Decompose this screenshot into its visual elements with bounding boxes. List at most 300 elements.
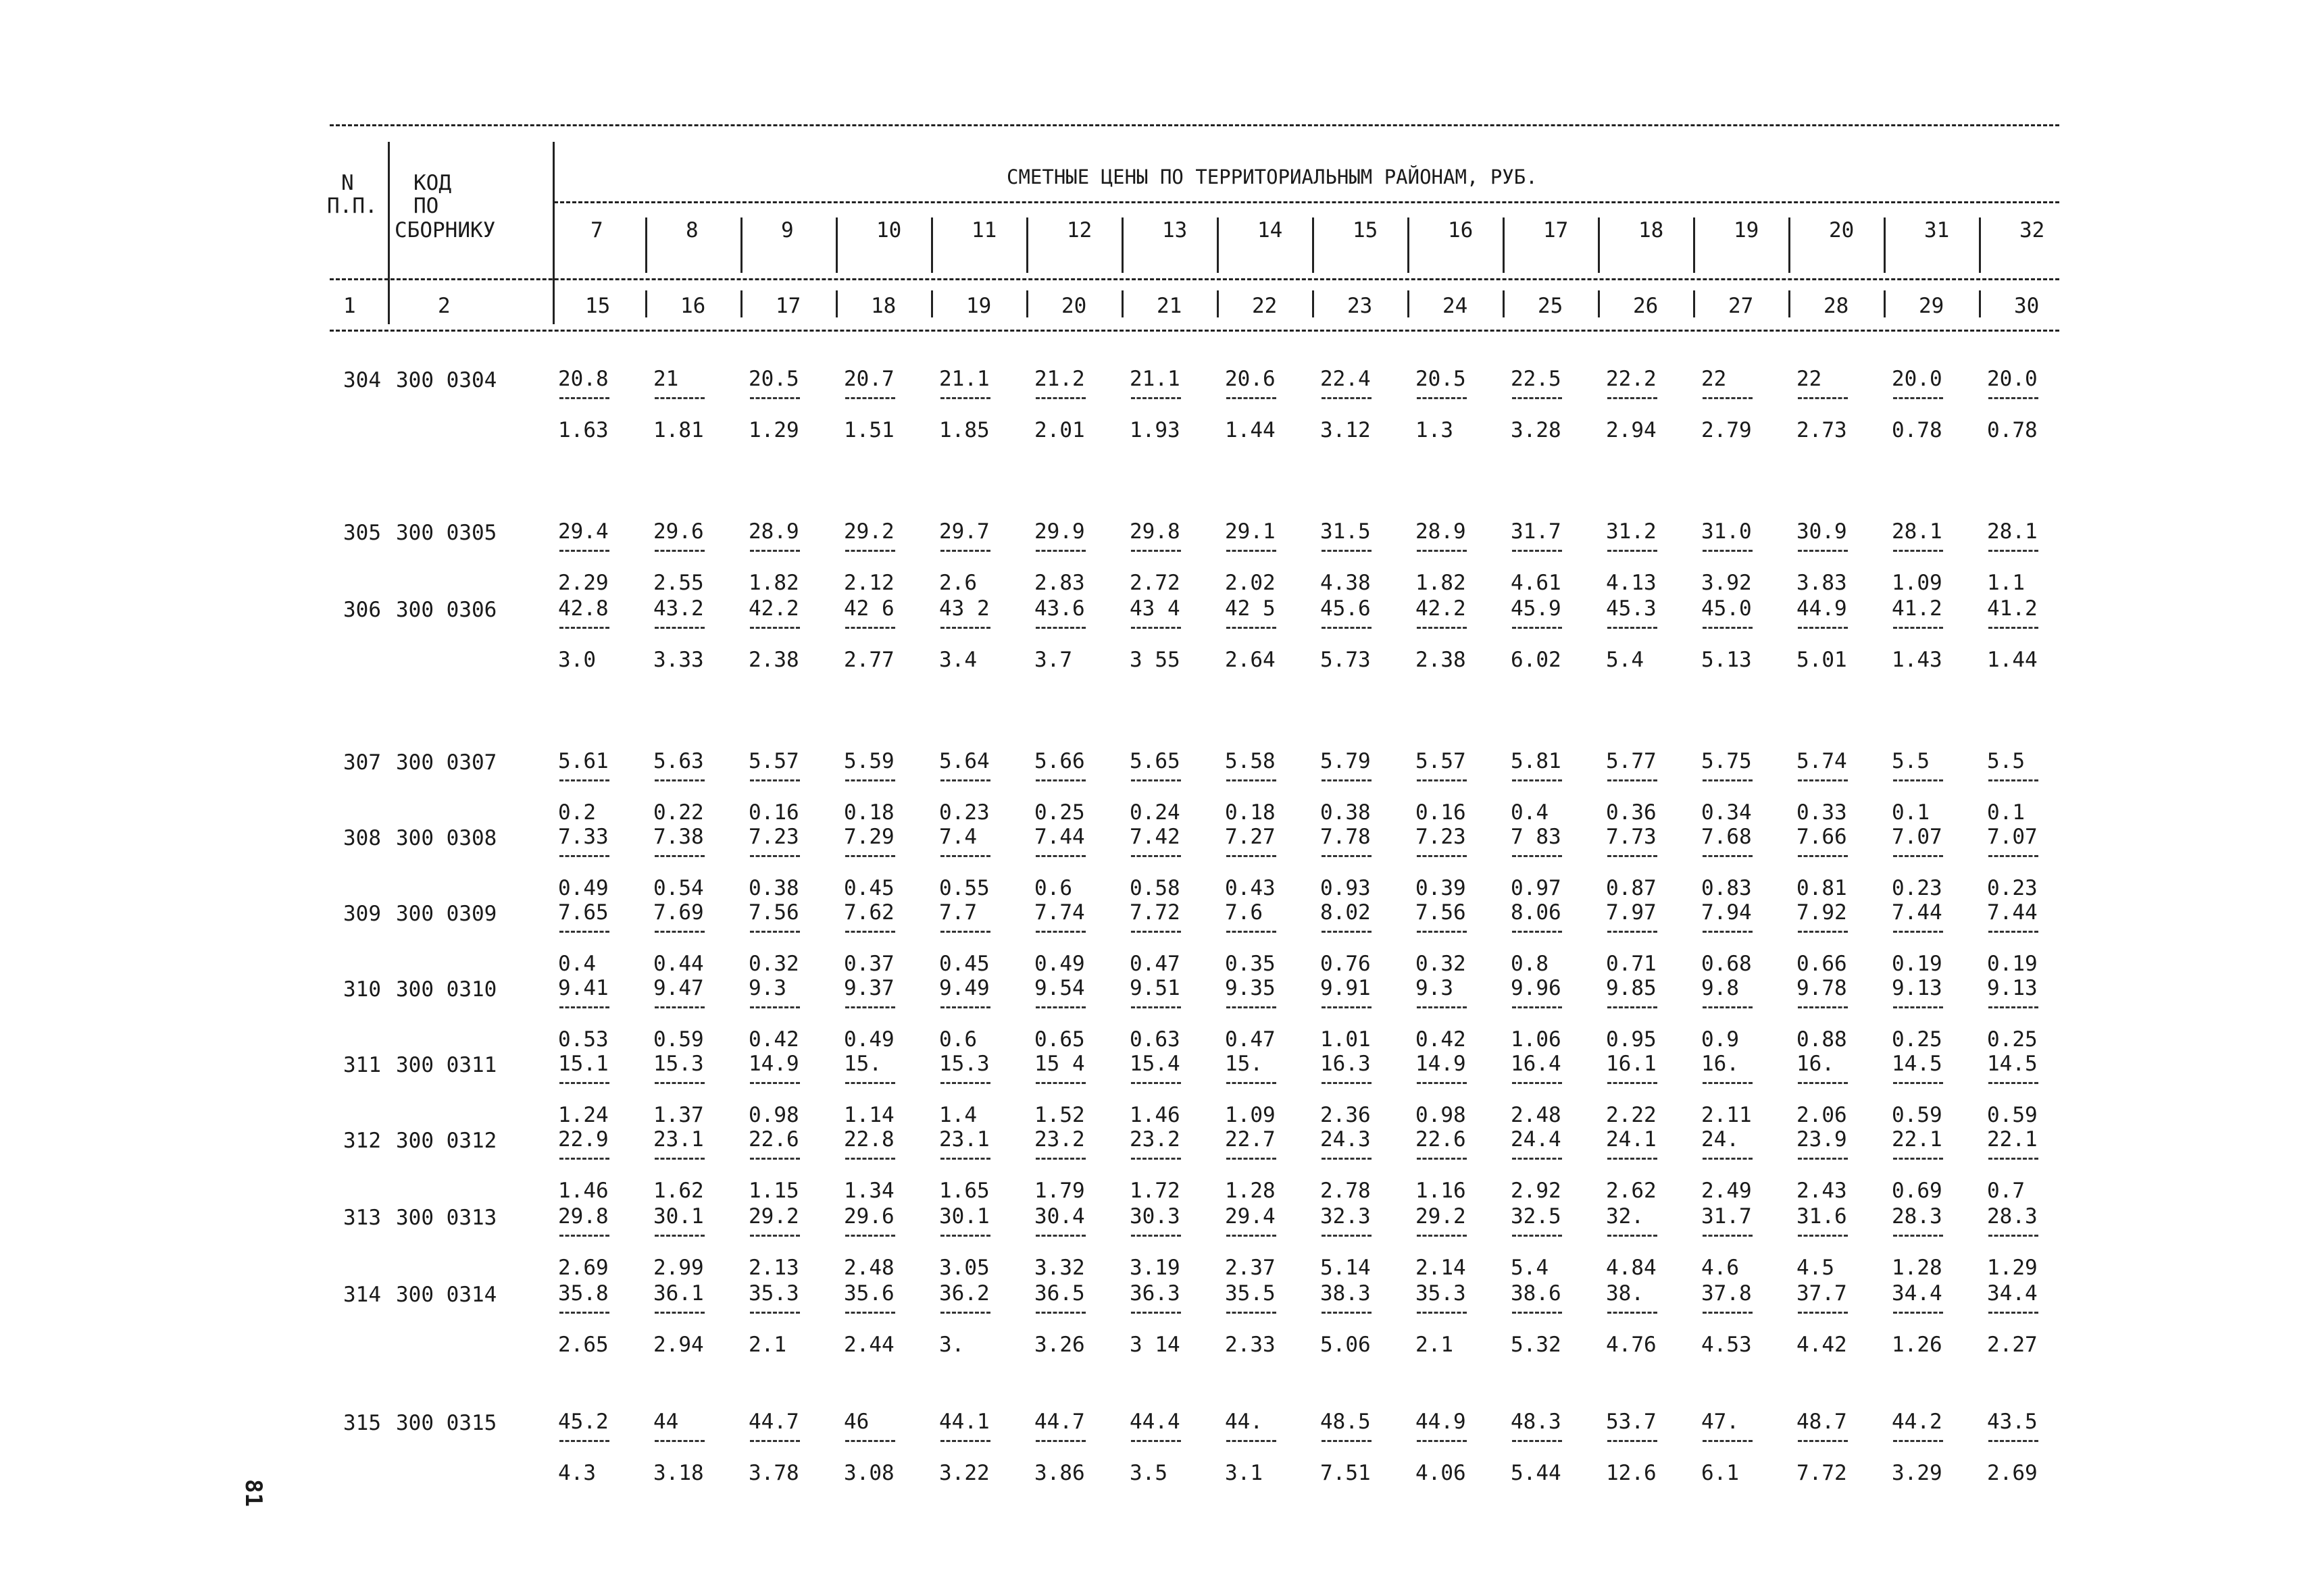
price-value: 9.49 bbox=[939, 976, 990, 1000]
price-value: 7.62 bbox=[844, 900, 895, 925]
price-value: 31.0 bbox=[1701, 519, 1752, 544]
price-value: 29.1 bbox=[1225, 519, 1276, 544]
price-value: 23.2 bbox=[1130, 1127, 1180, 1152]
price-value-sub: 5.4 bbox=[1606, 648, 1644, 672]
price-value-sub: 0.34 bbox=[1701, 800, 1752, 825]
colnum-2: 2 bbox=[438, 294, 451, 318]
price-value-sub: 0.78 bbox=[1892, 418, 1942, 442]
fraction-line bbox=[750, 1440, 800, 1442]
price-value: 7.74 bbox=[1034, 900, 1085, 925]
price-value: 35.3 bbox=[749, 1281, 799, 1306]
price-value-sub: 0.43 bbox=[1225, 876, 1276, 900]
price-value-sub: 0.98 bbox=[749, 1103, 799, 1127]
price-value-sub: 2.13 bbox=[749, 1256, 799, 1280]
price-value: 36.2 bbox=[939, 1281, 990, 1306]
row-number: 313 bbox=[343, 1206, 381, 1230]
price-value: 44.9 bbox=[1796, 596, 1847, 621]
fraction-line bbox=[750, 627, 800, 629]
price-value-sub: 2.69 bbox=[558, 1256, 609, 1280]
price-value: 16.3 bbox=[1320, 1052, 1371, 1076]
fraction-line bbox=[1893, 397, 1943, 399]
price-value: 21.1 bbox=[939, 367, 990, 391]
price-value: 9.47 bbox=[653, 976, 704, 1000]
price-value-sub: 1.29 bbox=[749, 418, 799, 442]
fraction-line bbox=[1036, 1006, 1086, 1008]
price-value-sub: 0.4 bbox=[1511, 800, 1549, 825]
price-value: 28.9 bbox=[1415, 519, 1466, 544]
price-value-sub: 4.42 bbox=[1796, 1333, 1847, 1357]
colnum-label: 17 bbox=[776, 294, 801, 318]
price-value-sub: 0.49 bbox=[844, 1027, 895, 1052]
price-value: 31.5 bbox=[1320, 519, 1371, 544]
price-value-sub: 1.34 bbox=[844, 1179, 895, 1203]
price-value: 7.6 bbox=[1225, 900, 1263, 925]
price-value: 42.2 bbox=[749, 596, 799, 621]
fraction-line bbox=[1226, 1158, 1276, 1160]
region-label: 12 bbox=[1067, 218, 1092, 242]
colnum-label: 29 bbox=[1919, 294, 1944, 318]
price-value: 36.1 bbox=[653, 1281, 704, 1306]
row-code: 300 0311 bbox=[396, 1053, 497, 1077]
price-value: 44.1 bbox=[939, 1410, 990, 1434]
price-value-sub: 2.83 bbox=[1034, 571, 1085, 595]
price-value-sub: 4.3 bbox=[558, 1461, 596, 1485]
price-value-sub: 0.25 bbox=[1892, 1027, 1942, 1052]
price-value: 45.6 bbox=[1320, 596, 1371, 621]
price-value: 44.9 bbox=[1415, 1410, 1466, 1434]
price-value: 7.66 bbox=[1796, 825, 1847, 849]
price-value-sub: 3.18 bbox=[653, 1461, 704, 1485]
colnum-rule bbox=[330, 278, 2059, 280]
price-value: 8.02 bbox=[1320, 900, 1371, 925]
price-value: 7.73 bbox=[1606, 825, 1657, 849]
region-separator bbox=[645, 217, 647, 273]
fraction-line bbox=[845, 1440, 895, 1442]
fraction-line bbox=[1798, 855, 1848, 857]
price-value-sub: 0.2 bbox=[558, 800, 596, 825]
price-value-sub: 0.6 bbox=[939, 1027, 977, 1052]
fraction-line bbox=[1893, 627, 1943, 629]
region-label: 18 bbox=[1638, 218, 1664, 242]
price-value: 22 bbox=[1701, 367, 1727, 391]
fraction-line bbox=[940, 397, 990, 399]
fraction-line bbox=[1512, 931, 1562, 933]
region-separator bbox=[1312, 217, 1314, 273]
price-value: 38. bbox=[1606, 1281, 1644, 1306]
price-value: 20.5 bbox=[749, 367, 799, 391]
price-value: 14.9 bbox=[749, 1052, 799, 1076]
price-value: 5.58 bbox=[1225, 749, 1276, 773]
price-value-sub: 1.24 bbox=[558, 1103, 609, 1127]
price-value-sub: 2.44 bbox=[844, 1333, 895, 1357]
colnum-separator bbox=[1122, 290, 1124, 317]
fraction-line bbox=[1512, 1082, 1562, 1084]
price-value: 30.9 bbox=[1796, 519, 1847, 544]
row-number: 308 bbox=[343, 826, 381, 850]
price-value-sub: 5.44 bbox=[1511, 1461, 1561, 1485]
price-value: 45.0 bbox=[1701, 596, 1752, 621]
price-value: 29.2 bbox=[1415, 1204, 1466, 1229]
price-value: 35.3 bbox=[1415, 1281, 1466, 1306]
price-value: 28.1 bbox=[1892, 519, 1942, 544]
price-value-sub: 0.32 bbox=[749, 952, 799, 976]
price-value-sub: 0.32 bbox=[1415, 952, 1466, 976]
region-label: 7 bbox=[590, 218, 603, 242]
colnum-separator bbox=[1693, 290, 1695, 317]
fraction-line bbox=[845, 855, 895, 857]
price-value-sub: 0.42 bbox=[749, 1027, 799, 1052]
fraction-line bbox=[1893, 1312, 1943, 1314]
price-value-sub: 2.79 bbox=[1701, 418, 1752, 442]
price-value-sub: 0.7 bbox=[1987, 1179, 2025, 1203]
price-value-sub: 0.19 bbox=[1987, 952, 2038, 976]
header-bottom-rule bbox=[330, 330, 2059, 332]
price-value-sub: 0.35 bbox=[1225, 952, 1276, 976]
price-value-sub: 2.69 bbox=[1987, 1461, 2038, 1485]
price-value-sub: 4.76 bbox=[1606, 1333, 1657, 1357]
fraction-line bbox=[1893, 550, 1943, 552]
price-value-sub: 1.28 bbox=[1225, 1179, 1276, 1203]
fraction-line bbox=[1322, 1312, 1372, 1314]
header-divider bbox=[554, 201, 2059, 203]
price-value: 29.8 bbox=[1130, 519, 1180, 544]
colnum-separator bbox=[1026, 290, 1028, 317]
price-value: 7.44 bbox=[1892, 900, 1942, 925]
fraction-line bbox=[1036, 1235, 1086, 1237]
fraction-line bbox=[1512, 550, 1562, 552]
fraction-line bbox=[1036, 779, 1086, 781]
fraction-line bbox=[1703, 779, 1753, 781]
region-label: 13 bbox=[1162, 218, 1188, 242]
fraction-line bbox=[1322, 779, 1372, 781]
price-value: 30.3 bbox=[1130, 1204, 1180, 1229]
colnum-separator bbox=[1788, 290, 1790, 317]
row-code: 300 0307 bbox=[396, 750, 497, 775]
colnum-separator bbox=[1598, 290, 1600, 317]
price-value: 7.23 bbox=[1415, 825, 1466, 849]
price-value: 22.1 bbox=[1987, 1127, 2038, 1152]
price-value-sub: 0.63 bbox=[1130, 1027, 1180, 1052]
fraction-line bbox=[750, 550, 800, 552]
price-value-sub: 0.83 bbox=[1701, 876, 1752, 900]
fraction-line bbox=[1417, 1312, 1467, 1314]
price-value: 29.4 bbox=[558, 519, 609, 544]
fraction-line bbox=[845, 1006, 895, 1008]
price-value-sub: 1.16 bbox=[1415, 1179, 1466, 1203]
fraction-line bbox=[1226, 1006, 1276, 1008]
price-value: 20.8 bbox=[558, 367, 609, 391]
price-value-sub: 0.98 bbox=[1415, 1103, 1466, 1127]
fraction-line bbox=[1703, 1006, 1753, 1008]
price-value-sub: 5.14 bbox=[1320, 1256, 1371, 1280]
price-value: 22.7 bbox=[1225, 1127, 1276, 1152]
price-value: 22.2 bbox=[1606, 367, 1657, 391]
row-number: 314 bbox=[343, 1283, 381, 1307]
price-value-sub: 3.1 bbox=[1225, 1461, 1263, 1485]
price-value: 15. bbox=[1225, 1052, 1263, 1076]
fraction-line bbox=[1607, 1235, 1657, 1237]
row-code: 300 0305 bbox=[396, 521, 497, 545]
price-value-sub: 0.66 bbox=[1796, 952, 1847, 976]
colnum-separator bbox=[836, 290, 838, 317]
price-value-sub: 1.43 bbox=[1892, 648, 1942, 672]
price-value: 7.44 bbox=[1034, 825, 1085, 849]
price-value-sub: 0.18 bbox=[844, 800, 895, 825]
price-value-sub: 0.81 bbox=[1796, 876, 1847, 900]
fraction-line bbox=[655, 855, 705, 857]
price-value: 15.4 bbox=[1130, 1052, 1180, 1076]
price-value-sub: 0.38 bbox=[1320, 800, 1371, 825]
price-value: 9.13 bbox=[1892, 976, 1942, 1000]
price-value-sub: 2.77 bbox=[844, 648, 895, 672]
price-value-sub: 4.13 bbox=[1606, 571, 1657, 595]
price-value: 5.65 bbox=[1130, 749, 1180, 773]
price-value-sub: 1.14 bbox=[844, 1103, 895, 1127]
price-value: 5.74 bbox=[1796, 749, 1847, 773]
price-value-sub: 2.12 bbox=[844, 571, 895, 595]
region-separator bbox=[836, 217, 838, 273]
price-value-sub: 7.72 bbox=[1796, 1461, 1847, 1485]
region-separator bbox=[1407, 217, 1409, 273]
row-number: 304 bbox=[343, 368, 381, 392]
row-number: 306 bbox=[343, 598, 381, 622]
price-value: 30.1 bbox=[939, 1204, 990, 1229]
price-value: 42 6 bbox=[844, 596, 895, 621]
price-value-sub: 0.16 bbox=[1415, 800, 1466, 825]
row-number: 310 bbox=[343, 977, 381, 1002]
price-value: 14.5 bbox=[1987, 1052, 2038, 1076]
fraction-line bbox=[845, 550, 895, 552]
colnum-separator bbox=[1312, 290, 1314, 317]
price-value-sub: 0.42 bbox=[1415, 1027, 1466, 1052]
price-value-sub: 3.19 bbox=[1130, 1256, 1180, 1280]
price-value-sub: 0.54 bbox=[653, 876, 704, 900]
price-value: 43.5 bbox=[1987, 1410, 2038, 1434]
price-value: 5.61 bbox=[558, 749, 609, 773]
fraction-line bbox=[1607, 1158, 1657, 1160]
price-value-sub: 3.0 bbox=[558, 648, 596, 672]
price-value: 41.2 bbox=[1892, 596, 1942, 621]
fraction-line bbox=[559, 1312, 609, 1314]
price-value: 7.69 bbox=[653, 900, 704, 925]
region-separator bbox=[1026, 217, 1028, 273]
price-value-sub: 1.44 bbox=[1225, 418, 1276, 442]
price-value: 5.5 bbox=[1892, 749, 1930, 773]
row-number: 311 bbox=[343, 1053, 381, 1077]
price-value-sub: 0.59 bbox=[1987, 1103, 2038, 1127]
price-value: 34.4 bbox=[1987, 1281, 2038, 1306]
price-value: 20.6 bbox=[1225, 367, 1276, 391]
price-value-sub: 0.49 bbox=[1034, 952, 1085, 976]
price-value-sub: 0.45 bbox=[939, 952, 990, 976]
price-value: 34.4 bbox=[1892, 1281, 1942, 1306]
fraction-line bbox=[1036, 550, 1086, 552]
price-value-sub: 0.9 bbox=[1701, 1027, 1739, 1052]
fraction-line bbox=[1131, 1312, 1181, 1314]
price-value: 30.4 bbox=[1034, 1204, 1085, 1229]
price-value-sub: 0.68 bbox=[1701, 952, 1752, 976]
row-number: 305 bbox=[343, 521, 381, 545]
price-value-sub: 0.53 bbox=[558, 1027, 609, 1052]
region-label: 16 bbox=[1448, 218, 1474, 242]
fraction-line bbox=[1226, 855, 1276, 857]
price-value: 20.7 bbox=[844, 367, 895, 391]
fraction-line bbox=[1607, 397, 1657, 399]
price-value: 35.6 bbox=[844, 1281, 895, 1306]
price-value: 5.57 bbox=[1415, 749, 1466, 773]
price-value: 7.56 bbox=[749, 900, 799, 925]
price-value: 7.65 bbox=[558, 900, 609, 925]
fraction-line bbox=[1703, 1440, 1753, 1442]
fraction-line bbox=[559, 1006, 609, 1008]
fraction-line bbox=[1512, 1235, 1562, 1237]
price-value-sub: 1.06 bbox=[1511, 1027, 1561, 1052]
fraction-line bbox=[1798, 779, 1848, 781]
fraction-line bbox=[940, 779, 990, 781]
price-value-sub: 5.73 bbox=[1320, 648, 1371, 672]
price-value-sub: 0.47 bbox=[1225, 1027, 1276, 1052]
colnum-label: 27 bbox=[1728, 294, 1754, 318]
price-value: 44.2 bbox=[1892, 1410, 1942, 1434]
price-value: 22.1 bbox=[1892, 1127, 1942, 1152]
fraction-line bbox=[559, 627, 609, 629]
price-value-sub: 0.33 bbox=[1796, 800, 1847, 825]
fraction-line bbox=[750, 1158, 800, 1160]
price-value: 32.5 bbox=[1511, 1204, 1561, 1229]
fraction-line bbox=[1607, 1312, 1657, 1314]
price-value: 7.72 bbox=[1130, 900, 1180, 925]
fraction-line bbox=[940, 1312, 990, 1314]
fraction-line bbox=[1417, 550, 1467, 552]
price-value: 44.4 bbox=[1130, 1410, 1180, 1434]
fraction-line bbox=[750, 1312, 800, 1314]
header-separator bbox=[388, 142, 390, 324]
price-value: 9.3 bbox=[1415, 976, 1453, 1000]
price-value-sub: 0.23 bbox=[1987, 876, 2038, 900]
price-value-sub: 0.6 bbox=[1034, 876, 1072, 900]
region-label: 20 bbox=[1829, 218, 1855, 242]
colnum-label: 30 bbox=[2014, 294, 2040, 318]
price-value: 30.1 bbox=[653, 1204, 704, 1229]
price-value: 16. bbox=[1796, 1052, 1834, 1076]
top-rule bbox=[330, 124, 2059, 126]
price-value: 22.4 bbox=[1320, 367, 1371, 391]
price-value-sub: 2.64 bbox=[1225, 648, 1276, 672]
price-value-sub: 1.09 bbox=[1225, 1103, 1276, 1127]
price-value: 29.6 bbox=[844, 1204, 895, 1229]
price-value: 5.66 bbox=[1034, 749, 1085, 773]
fraction-line bbox=[845, 1082, 895, 1084]
region-label: 15 bbox=[1353, 218, 1378, 242]
fraction-line bbox=[1417, 1440, 1467, 1442]
price-value-sub: 4.5 bbox=[1796, 1256, 1834, 1280]
fraction-line bbox=[655, 1235, 705, 1237]
price-value-sub: 12.6 bbox=[1606, 1461, 1657, 1485]
price-value-sub: 0.47 bbox=[1130, 952, 1180, 976]
fraction-line bbox=[1417, 779, 1467, 781]
fraction-line bbox=[750, 397, 800, 399]
price-value-sub: 0.22 bbox=[653, 800, 704, 825]
row-code: 300 0313 bbox=[396, 1206, 497, 1230]
price-value-sub: 0.45 bbox=[844, 876, 895, 900]
price-value: 9.54 bbox=[1034, 976, 1085, 1000]
price-value-sub: 2.49 bbox=[1701, 1179, 1752, 1203]
price-value: 20.0 bbox=[1987, 367, 2038, 391]
price-value: 28.9 bbox=[749, 519, 799, 544]
price-value: 14.5 bbox=[1892, 1052, 1942, 1076]
price-value: 5.81 bbox=[1511, 749, 1561, 773]
fraction-line bbox=[1512, 397, 1562, 399]
price-value-sub: 1.15 bbox=[749, 1179, 799, 1203]
price-value: 7.07 bbox=[1892, 825, 1942, 849]
price-value: 29.7 bbox=[939, 519, 990, 544]
price-value-sub: 0.25 bbox=[1987, 1027, 2038, 1052]
fraction-line bbox=[1988, 931, 2038, 933]
price-value-sub: 0.1 bbox=[1987, 800, 2025, 825]
price-value-sub: 0.87 bbox=[1606, 876, 1657, 900]
fraction-line bbox=[655, 1082, 705, 1084]
price-value-sub: 0.93 bbox=[1320, 876, 1371, 900]
region-separator bbox=[1598, 217, 1600, 273]
price-value: 9.41 bbox=[558, 976, 609, 1000]
price-value-sub: 2.94 bbox=[653, 1333, 704, 1357]
region-label: 10 bbox=[876, 218, 902, 242]
price-value: 9.35 bbox=[1225, 976, 1276, 1000]
fraction-line bbox=[1036, 397, 1086, 399]
price-value: 7.27 bbox=[1225, 825, 1276, 849]
region-separator bbox=[1788, 217, 1790, 273]
price-value: 5.5 bbox=[1987, 749, 2025, 773]
price-value-sub: 6.02 bbox=[1511, 648, 1561, 672]
price-value: 45.2 bbox=[558, 1410, 609, 1434]
fraction-line bbox=[655, 931, 705, 933]
fraction-line bbox=[559, 550, 609, 552]
price-value-sub: 3.26 bbox=[1034, 1333, 1085, 1357]
fraction-line bbox=[1798, 397, 1848, 399]
fraction-line bbox=[1226, 779, 1276, 781]
price-value-sub: 2.65 bbox=[558, 1333, 609, 1357]
fraction-line bbox=[845, 397, 895, 399]
fraction-line bbox=[1417, 627, 1467, 629]
price-value: 36.3 bbox=[1130, 1281, 1180, 1306]
row-code: 300 0310 bbox=[396, 977, 497, 1002]
price-value-sub: 0.8 bbox=[1511, 952, 1549, 976]
fraction-line bbox=[1131, 1006, 1181, 1008]
price-value: 22.6 bbox=[749, 1127, 799, 1152]
price-value: 37.8 bbox=[1701, 1281, 1752, 1306]
region-separator bbox=[931, 217, 933, 273]
price-value: 9.96 bbox=[1511, 976, 1561, 1000]
fraction-line bbox=[1798, 627, 1848, 629]
price-value: 35.8 bbox=[558, 1281, 609, 1306]
price-value-sub: 2.1 bbox=[1415, 1333, 1453, 1357]
fraction-line bbox=[1893, 931, 1943, 933]
price-value-sub: 5.4 bbox=[1511, 1256, 1549, 1280]
fraction-line bbox=[559, 1082, 609, 1084]
fraction-line bbox=[940, 855, 990, 857]
price-value: 7.68 bbox=[1701, 825, 1752, 849]
price-value-sub: 2.36 bbox=[1320, 1103, 1371, 1127]
price-value-sub: 1.46 bbox=[558, 1179, 609, 1203]
fraction-line bbox=[940, 627, 990, 629]
price-value-sub: 0.65 bbox=[1034, 1027, 1085, 1052]
fraction-line bbox=[1512, 855, 1562, 857]
price-value-sub: 2.62 bbox=[1606, 1179, 1657, 1203]
fraction-line bbox=[1131, 397, 1181, 399]
price-value-sub: 4.53 bbox=[1701, 1333, 1752, 1357]
price-value-sub: 2.99 bbox=[653, 1256, 704, 1280]
price-value-sub: 0.23 bbox=[939, 800, 990, 825]
